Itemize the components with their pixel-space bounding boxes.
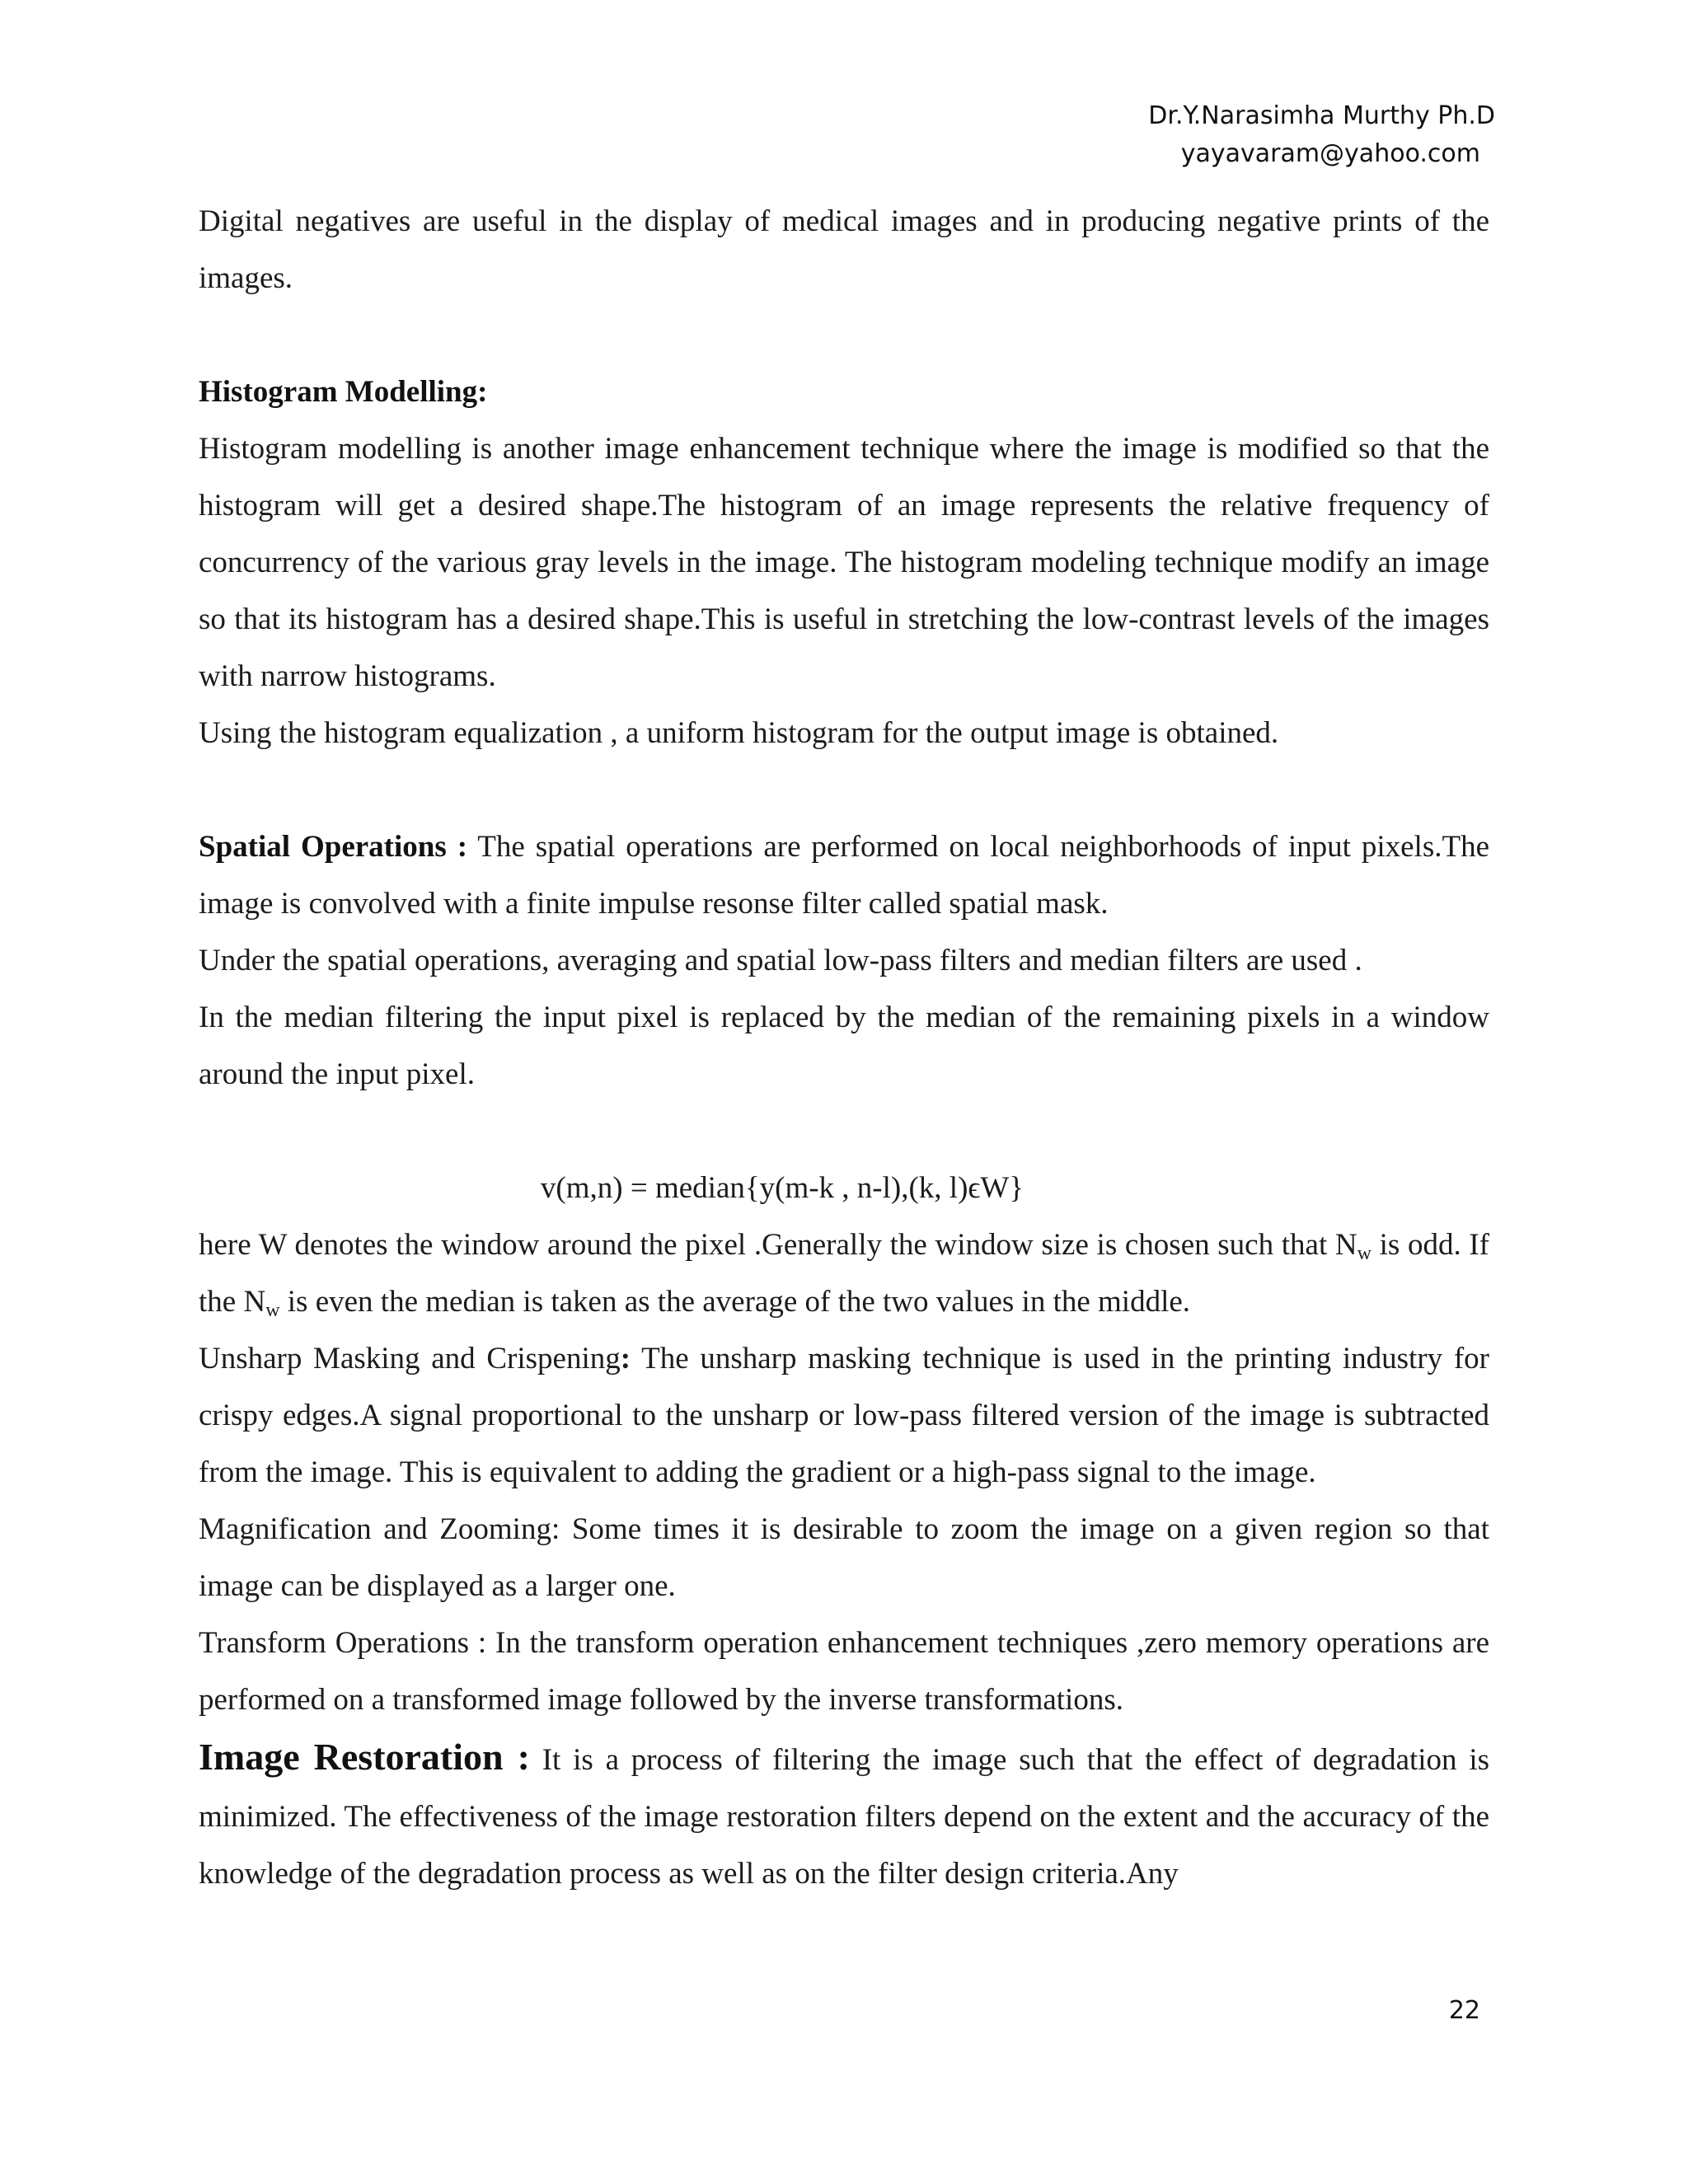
- page-number: 22: [1448, 1996, 1480, 2025]
- unsharp-paragraph: [199, 1330, 1489, 1501]
- author-name: Dr.Y.Narasimha Murthy Ph.D: [1148, 101, 1495, 130]
- spatial-filters-paragraph: Under the spatial operations, averaging and spatial low-pass filters and median filters are used .: [199, 944, 1362, 977]
- page-body: [199, 193, 1489, 1902]
- window-text-3: is even the median is taken as the average of the two values in the middle.: [279, 1285, 1191, 1319]
- window-subscript-2: w: [265, 1300, 280, 1321]
- histogram-paragraph: Histogram modelling is another image enhancement technique where the image is modified so that the histogram will get a desired shape.The histogram of an image represents the relative frequency of concurrency of the various gray levels in the image. The histogram modeling technique modify an image so that its histogram has a desired shape.This is useful in stretching the low-contrast levels of the images with narrow histograms.: [199, 432, 1489, 693]
- spatial-heading: Spatial Operations :: [199, 830, 468, 864]
- unsharp-text: The unsharp masking technique is used in the printing industry for crispy edges.A signal proportional to the unsharp or low-pass filtered version of the image is subtracted from the image. This is equivalent to adding the gradient or a high-pass signal to the image.: [199, 1342, 1489, 1489]
- intro-paragraph: Digital negatives are useful in the display of medical images and in producing negative prints of the images.: [199, 204, 1489, 295]
- magnification-paragraph: Magnification and Zooming: Some times it is desirable to zoom the image on a given region so that image can be displayed as a larger one.: [199, 1512, 1489, 1603]
- restoration-text: It is a process of filtering the image such that the effect of degradation is minimized. The effectiveness of the image restoration filters depend on the extent and the accuracy of the knowledge of the degradation process as well as on the filter design criteria.Any: [199, 1743, 1490, 1891]
- window-paragraph: [199, 1216, 1489, 1330]
- window-text-1: here W denotes the window around the pixel .Generally the window size is chosen such that N: [199, 1228, 1357, 1262]
- median-formula: v(m,n) = median{y(m-k , n-l),(k, l)ϵW}: [540, 1171, 1025, 1205]
- restoration-heading: Image Restoration :: [199, 1736, 530, 1778]
- unsharp-colon: :: [620, 1342, 631, 1376]
- restoration-paragraph: [199, 1728, 1489, 1902]
- spatial-text: The spatial operations are performed on local neighborhoods of input pixels.The image is convolved with a finite impulse resonse filter called spatial mask.: [199, 830, 1489, 921]
- spacer: [199, 762, 1489, 818]
- page-header: [1001, 97, 1495, 173]
- histogram-equalization-paragraph: Using the histogram equalization , a uniform histogram for the output image is obtained.: [199, 716, 1279, 750]
- window-subscript-1: w: [1357, 1243, 1372, 1264]
- histogram-heading: Histogram Modelling:: [199, 375, 488, 409]
- transform-paragraph: Transform Operations : In the transform operation enhancement techniques ,zero memory operations are performed on a transformed image followed by the inverse transformations.: [199, 1626, 1489, 1717]
- window-text-2: is odd. If the N: [199, 1228, 1489, 1319]
- spacer: [199, 307, 1489, 363]
- spatial-paragraph: [199, 818, 1489, 932]
- unsharp-heading: Unsharp Masking and Crispening: [199, 1342, 621, 1376]
- author-email: yayavaram@yahoo.com: [1180, 139, 1480, 168]
- median-filter-paragraph: In the median filtering the input pixel is replaced by the median of the remaining pixels in a window around the input pixel.: [199, 1001, 1489, 1091]
